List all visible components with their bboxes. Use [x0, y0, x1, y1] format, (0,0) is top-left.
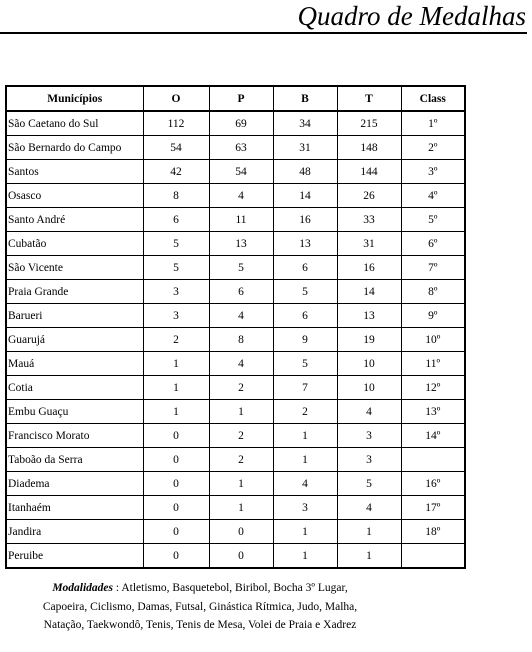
cell-class: 4º — [401, 184, 465, 208]
cell-bronze: 9 — [273, 328, 337, 352]
cell-class: 13º — [401, 400, 465, 424]
cell-bronze: 6 — [273, 304, 337, 328]
cell-total: 148 — [337, 136, 401, 160]
table-row — [6, 376, 465, 400]
cell-municipio: Santo André — [6, 208, 143, 232]
cell-total: 4 — [337, 496, 401, 520]
cell-prata: 2 — [209, 376, 273, 400]
table-header-row — [6, 86, 465, 111]
cell-total: 14 — [337, 280, 401, 304]
cell-prata: 5 — [209, 256, 273, 280]
cell-total: 19 — [337, 328, 401, 352]
cell-ouro: 1 — [143, 376, 209, 400]
cell-prata: 0 — [209, 520, 273, 544]
cell-ouro: 0 — [143, 544, 209, 569]
cell-prata: 1 — [209, 496, 273, 520]
table-row — [6, 472, 465, 496]
cell-total: 5 — [337, 472, 401, 496]
cell-prata: 1 — [209, 400, 273, 424]
cell-bronze: 13 — [273, 232, 337, 256]
cell-municipio: Mauá — [6, 352, 143, 376]
cell-municipio: Francisco Morato — [6, 424, 143, 448]
cell-municipio: Santos — [6, 160, 143, 184]
cell-total: 10 — [337, 352, 401, 376]
cell-class: 17º — [401, 496, 465, 520]
cell-class: 8º — [401, 280, 465, 304]
cell-ouro: 3 — [143, 304, 209, 328]
cell-ouro: 0 — [143, 520, 209, 544]
cell-ouro: 6 — [143, 208, 209, 232]
cell-class: 16º — [401, 472, 465, 496]
cell-total: 3 — [337, 448, 401, 472]
table-row — [6, 544, 465, 569]
cell-prata: 4 — [209, 352, 273, 376]
medal-table — [5, 85, 466, 569]
cell-ouro: 112 — [143, 111, 209, 136]
cell-municipio: Peruibe — [6, 544, 143, 569]
cell-bronze: 48 — [273, 160, 337, 184]
cell-bronze: 5 — [273, 352, 337, 376]
cell-class: 18º — [401, 520, 465, 544]
cell-ouro: 1 — [143, 352, 209, 376]
cell-total: 26 — [337, 184, 401, 208]
table-row — [6, 232, 465, 256]
cell-bronze: 3 — [273, 496, 337, 520]
table-row — [6, 496, 465, 520]
cell-municipio: Embu Guaçu — [6, 400, 143, 424]
cell-class: 2º — [401, 136, 465, 160]
table-row — [6, 352, 465, 376]
modalidades-label: Modalidades — [52, 582, 114, 594]
cell-class — [401, 448, 465, 472]
cell-prata: 0 — [209, 544, 273, 569]
cell-prata: 13 — [209, 232, 273, 256]
table-body — [6, 111, 465, 568]
table-row — [6, 256, 465, 280]
cell-class — [401, 544, 465, 569]
table-row — [6, 184, 465, 208]
cell-total: 1 — [337, 544, 401, 569]
cell-prata: 2 — [209, 448, 273, 472]
cell-ouro: 0 — [143, 496, 209, 520]
cell-bronze: 2 — [273, 400, 337, 424]
cell-total: 4 — [337, 400, 401, 424]
table-row — [6, 328, 465, 352]
cell-bronze: 6 — [273, 256, 337, 280]
cell-class: 14º — [401, 424, 465, 448]
cell-municipio: Praia Grande — [6, 280, 143, 304]
cell-ouro: 5 — [143, 232, 209, 256]
cell-bronze: 31 — [273, 136, 337, 160]
cell-municipio: Barueri — [6, 304, 143, 328]
cell-bronze: 1 — [273, 544, 337, 569]
header-municipios: Municípios — [6, 86, 143, 111]
cell-class: 11º — [401, 352, 465, 376]
table-row — [6, 400, 465, 424]
header-prata: P — [209, 86, 273, 111]
cell-ouro: 1 — [143, 400, 209, 424]
cell-bronze: 1 — [273, 424, 337, 448]
cell-ouro: 42 — [143, 160, 209, 184]
cell-municipio: Cubatão — [6, 232, 143, 256]
title-divider — [0, 32, 527, 34]
table-row — [6, 280, 465, 304]
cell-total: 13 — [337, 304, 401, 328]
cell-ouro: 5 — [143, 256, 209, 280]
cell-class: 6º — [401, 232, 465, 256]
cell-bronze: 7 — [273, 376, 337, 400]
cell-total: 16 — [337, 256, 401, 280]
table-row — [6, 111, 465, 136]
cell-prata: 63 — [209, 136, 273, 160]
cell-total: 1 — [337, 520, 401, 544]
cell-municipio: Taboão da Serra — [6, 448, 143, 472]
table-row — [6, 424, 465, 448]
table-row — [6, 208, 465, 232]
cell-municipio: São Caetano do Sul — [6, 111, 143, 136]
table-row — [6, 304, 465, 328]
cell-total: 215 — [337, 111, 401, 136]
cell-total: 31 — [337, 232, 401, 256]
cell-municipio: Diadema — [6, 472, 143, 496]
cell-class: 3º — [401, 160, 465, 184]
table-row — [6, 136, 465, 160]
table-row — [6, 448, 465, 472]
cell-ouro: 2 — [143, 328, 209, 352]
modalidades-line-2: Capoeira, Ciclismo, Damas, Futsal, Ginástica Rítmica, Judo, Malha, — [42, 600, 358, 613]
cell-bronze: 4 — [273, 472, 337, 496]
page-title: Quadro de Medalhas — [297, 1, 526, 31]
cell-class: 10º — [401, 328, 465, 352]
cell-municipio: Guarujá — [6, 328, 143, 352]
cell-municipio: Jandira — [6, 520, 143, 544]
cell-prata: 6 — [209, 280, 273, 304]
cell-ouro: 54 — [143, 136, 209, 160]
modalidades-line-3: Natação, Taekwondô, Tenis, Tenis de Mesa, Volei de Praia e Xadrez — [43, 619, 357, 631]
cell-class: 7º — [401, 256, 465, 280]
cell-ouro: 0 — [143, 448, 209, 472]
cell-municipio: Osasco — [6, 184, 143, 208]
modalidades-footnote — [0, 579, 400, 635]
cell-total: 10 — [337, 376, 401, 400]
table-row — [6, 520, 465, 544]
header-ouro: O — [143, 86, 209, 111]
cell-municipio: Cotia — [6, 376, 143, 400]
cell-class: 1º — [401, 111, 465, 136]
cell-prata: 54 — [209, 160, 273, 184]
header-total: T — [337, 86, 401, 111]
cell-bronze: 5 — [273, 280, 337, 304]
cell-bronze: 14 — [273, 184, 337, 208]
cell-prata: 4 — [209, 184, 273, 208]
cell-class: 5º — [401, 208, 465, 232]
table-row — [6, 160, 465, 184]
cell-ouro: 8 — [143, 184, 209, 208]
cell-prata: 69 — [209, 111, 273, 136]
cell-municipio: São Vicente — [6, 256, 143, 280]
cell-bronze: 1 — [273, 520, 337, 544]
cell-total: 3 — [337, 424, 401, 448]
cell-prata: 11 — [209, 208, 273, 232]
cell-bronze: 34 — [273, 111, 337, 136]
cell-municipio: Itanhaém — [6, 496, 143, 520]
cell-ouro: 3 — [143, 280, 209, 304]
cell-total: 33 — [337, 208, 401, 232]
cell-bronze: 1 — [273, 448, 337, 472]
cell-total: 144 — [337, 160, 401, 184]
cell-prata: 8 — [209, 328, 273, 352]
cell-prata: 1 — [209, 472, 273, 496]
cell-bronze: 16 — [273, 208, 337, 232]
header-bronze: B — [273, 86, 337, 111]
cell-class: 12º — [401, 376, 465, 400]
cell-ouro: 0 — [143, 424, 209, 448]
cell-prata: 2 — [209, 424, 273, 448]
cell-prata: 4 — [209, 304, 273, 328]
modalidades-line-1: : Atletismo, Basquetebol, Biribol, Bocha 3º Lugar, — [113, 582, 348, 594]
header-class: Class — [401, 86, 465, 111]
cell-municipio: São Bernardo do Campo — [6, 136, 143, 160]
cell-ouro: 0 — [143, 472, 209, 496]
cell-class: 9º — [401, 304, 465, 328]
